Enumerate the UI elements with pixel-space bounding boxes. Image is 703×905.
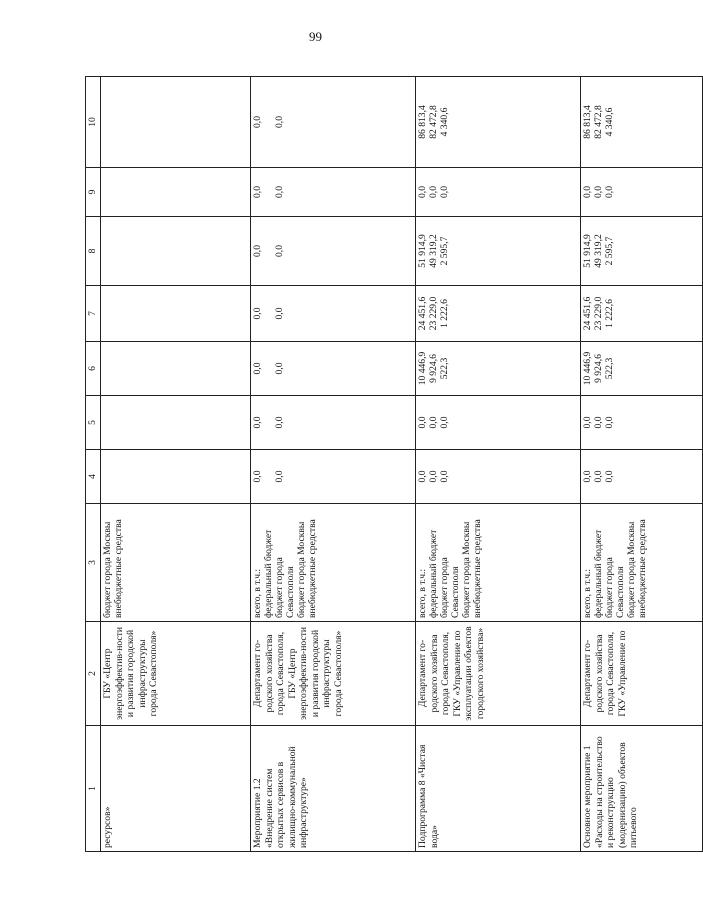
header-cell: 10 [86,77,101,168]
amount-value: 4 340,6 [439,107,450,137]
amount-value [626,80,637,164]
amount-cell [251,168,416,217]
funding-sources-cell [581,504,703,622]
amount-cell [581,342,703,396]
amount-cell [251,396,416,450]
executor-cell: Департамент го-родского хозяйства города Севастополя, ГБУ «Центр энергоэффектив-ности и развития городской инфраструктуры города Севастополя» [251,622,416,726]
funding-source-label: федеральный бюджет [428,529,439,618]
amount-value [102,399,113,446]
amount-value: 0,0 [252,416,263,429]
table-row [101,77,251,852]
header-cell: 6 [86,342,101,396]
amount-cell [251,77,416,168]
amount-value: 82 472,8 [593,105,604,139]
funding-sources-cell [251,504,416,622]
header-cell: 3 [86,504,101,622]
amount-value: 0,0 [582,470,593,483]
executor-cell: Департамент го-родского хозяйства города Севастополя, ГКУ «Управление по [581,622,703,726]
amount-cell [416,450,581,504]
amount-value: 86 813,4 [417,105,428,139]
amount-value: 0,0 [274,307,285,320]
amount-value: 0,0 [604,416,615,429]
amount-cell [581,77,703,168]
amount-value: 0,0 [252,470,263,483]
amount-value [102,220,113,282]
amount-value: 0,0 [439,186,450,198]
amount-value [461,80,472,164]
amount-value [461,289,472,338]
amount-cell [416,342,581,396]
amount-value: 0,0 [274,362,285,375]
amount-value [263,345,274,392]
amount-value: 0,0 [252,245,263,257]
header-cell: 8 [86,217,101,286]
amount-value: 0,0 [593,470,604,483]
funding-source-label: всего, в т.ч.: [582,568,593,618]
amount-value: 0,0 [604,186,615,198]
amount-cell [581,217,703,286]
activity-name-cell: ресурсов» [101,726,251,852]
amount-value [263,220,274,282]
amount-value: 9 924,6 [593,354,604,383]
funding-source-label: бюджет города Севастополя [604,557,626,618]
amount-value: 0,0 [439,470,450,483]
amount-cell [251,450,416,504]
amount-cell [581,450,703,504]
amount-value [263,289,274,338]
amount-cell [416,217,581,286]
amount-cell [416,396,581,450]
amount-value [296,399,307,446]
header-cell: 2 [86,622,101,726]
amount-cell [101,396,251,450]
funding-source-label: бюджет города Москвы [102,521,113,618]
amount-value [626,289,637,338]
amount-value: 1 222,6 [604,299,615,328]
amount-cell [101,168,251,217]
amount-value: 0,0 [593,416,604,429]
amount-value: 10 446,9 [417,351,428,386]
amount-value [461,220,472,282]
amount-value: 1 222,6 [439,299,450,328]
funding-source-label: федеральный бюджет [593,529,604,618]
amount-cell [416,77,581,168]
amount-value: 0,0 [428,186,439,198]
amount-value: 49 319,2 [428,234,439,268]
amount-cell [581,168,703,217]
amount-value: 0,0 [252,307,263,320]
amount-value: 24 451,6 [417,296,428,331]
executor-cell: ГБУ «Центр энергоэффектив-ности и развития городской инфраструктуры города Севастополя» [101,622,251,726]
amount-value: 2 595,7 [604,236,615,266]
amount-value: 0,0 [593,186,604,198]
amount-value [296,289,307,338]
amount-cell [101,77,251,168]
amount-value [102,171,113,213]
amount-value: 9 924,6 [428,354,439,383]
table-row [581,77,703,852]
amount-value: 0,0 [274,470,285,483]
funding-source-label: бюджет города Москвы [461,521,472,618]
amount-value [626,220,637,282]
amount-value: 0,0 [439,416,450,429]
amount-value [102,345,113,392]
amount-value: 24 451,6 [582,296,593,331]
amount-value: 0,0 [582,416,593,429]
amount-value: 0,0 [428,470,439,483]
header-cell: 1 [86,726,101,852]
funding-source-label: внебюджетные средства [472,519,483,618]
page-number: 99 [309,29,322,44]
amount-value [263,171,274,213]
amount-value: 0,0 [417,416,428,429]
activity-name-cell: Мероприятие 1.2 «Внедрение систем открытых сервисов в жилищно-коммунальной инфраструктуре» [251,726,416,852]
amount-value: 23 229,0 [593,296,604,331]
amount-value [102,453,113,500]
amount-value: 82 472,8 [428,105,439,139]
amount-value [263,399,274,446]
amount-value [296,220,307,282]
amount-value [461,171,472,213]
amount-cell [101,286,251,342]
header-cell: 4 [86,450,101,504]
header-cell: 9 [86,168,101,217]
amount-value: 0,0 [252,186,263,198]
amount-value: 0,0 [274,116,285,128]
amount-value: 0,0 [582,186,593,198]
amount-value [102,80,113,164]
amount-cell [101,450,251,504]
amount-cell [101,217,251,286]
amount-value [461,345,472,392]
amount-value [626,399,637,446]
executor-cell: Департамент го-родского хозяйства города Севастополя, ГКУ «Управление по эксплуатации объектов городского хозяйства» [416,622,581,726]
amount-value: 522,3 [439,357,450,380]
funding-source-label: всего, в т.ч.: [417,568,428,618]
amount-value: 51 914,9 [582,234,593,268]
amount-cell [251,342,416,396]
funding-source-label: бюджет города Москвы [296,521,307,618]
amount-value: 0,0 [274,186,285,198]
amount-cell [251,217,416,286]
amount-value: 10 446,9 [582,351,593,386]
amount-value: 0,0 [252,116,263,128]
amount-value: 86 813,4 [582,105,593,139]
amount-cell [581,286,703,342]
amount-cell [251,286,416,342]
activity-name-cell: Основное мероприятие 1 «Расходы на строительство и реконструкцию (модернизацию) объектов питьевого [581,726,703,852]
amount-value: 0,0 [604,470,615,483]
amount-value [296,80,307,164]
amount-value: 51 914,9 [417,234,428,268]
amount-cell [581,396,703,450]
amount-value: 49 319,2 [593,234,604,268]
amount-value [626,171,637,213]
header-cell: 7 [86,286,101,342]
amount-value [102,289,113,338]
amount-value [263,80,274,164]
table-row [251,77,416,852]
amount-value: 0,0 [252,362,263,375]
funding-sources-cell [416,504,581,622]
header-cell: 5 [86,396,101,450]
activity-name-cell: Подпрограмма 8 «Чистая вода» [416,726,581,852]
table-row [416,77,581,852]
funding-source-label: бюджет города Севастополя [274,557,296,618]
amount-cell [416,286,581,342]
rotated-table-canvas [85,77,648,852]
funding-source-label: бюджет города Севастополя [439,557,461,618]
budget-table [85,76,703,852]
amount-value [296,345,307,392]
funding-source-label: внебюджетные средства [637,519,648,618]
rotated-table-frame [85,77,648,852]
amount-value [626,345,637,392]
funding-source-label: федеральный бюджет [263,529,274,618]
funding-source-label: внебюджетные средства [113,519,124,618]
amount-value: 0,0 [274,416,285,429]
amount-value: 0,0 [417,186,428,198]
funding-source-label: внебюджетные средства [307,519,318,618]
amount-value: 0,0 [417,470,428,483]
amount-value: 4 340,6 [604,107,615,137]
amount-value: 0,0 [274,245,285,257]
amount-value: 23 229,0 [428,296,439,331]
amount-value [461,453,472,500]
amount-value: 2 595,7 [439,236,450,266]
amount-cell [101,342,251,396]
amount-value [296,171,307,213]
amount-value [461,399,472,446]
funding-source-label: бюджет города Москвы [626,521,637,618]
amount-value [296,453,307,500]
amount-value: 0,0 [428,416,439,429]
funding-sources-cell [101,504,251,622]
amount-cell [416,168,581,217]
amount-value [263,453,274,500]
header-row [86,77,101,852]
amount-value: 522,3 [604,357,615,380]
amount-value [626,453,637,500]
funding-source-label: всего, в т.ч.: [252,568,263,618]
